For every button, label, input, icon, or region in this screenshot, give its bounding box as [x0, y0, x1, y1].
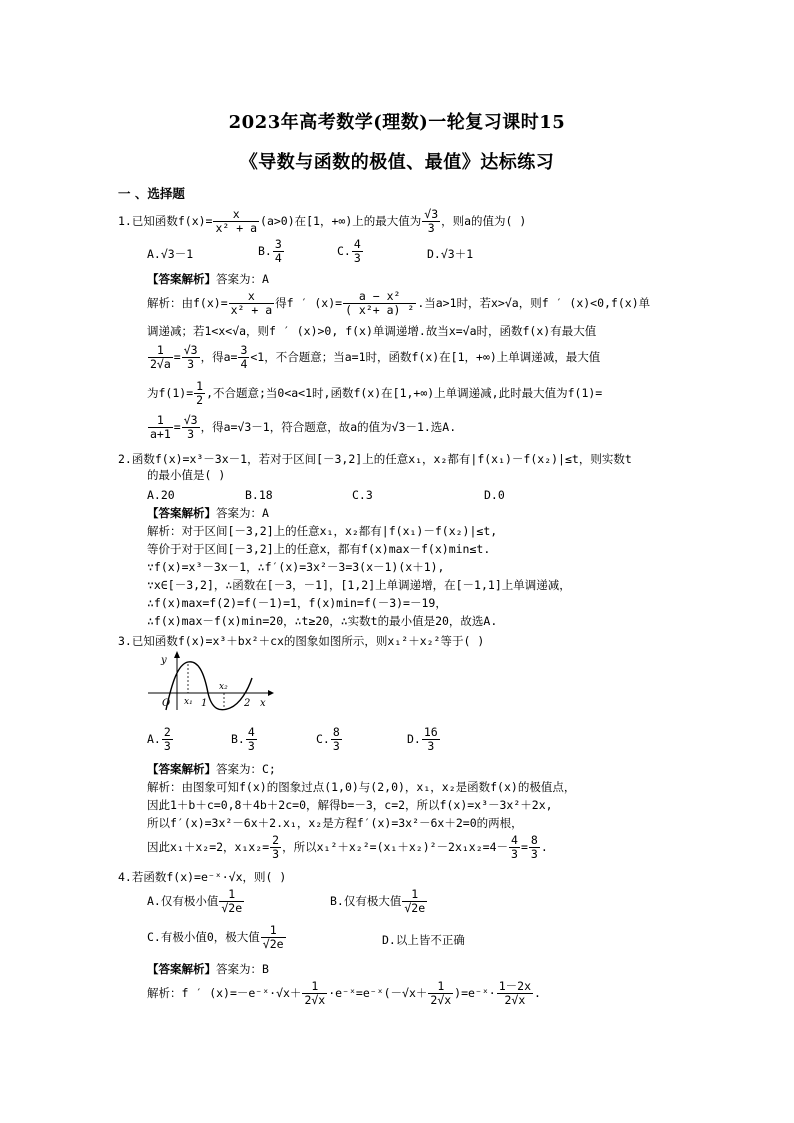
q1-explanation-line-4: 为f(1)= $\frac{1}{2}$ ,不合题意;当0<a<1时,函数f(x)在[1,+∞)上单调递减,此时最大值为f(1)= [147, 379, 603, 407]
q3-stem: 3.已知函数f(x)=x³＋bx²＋cx的图象如图所示，则x₁²＋x₂²等于( ) [118, 634, 485, 648]
graph-y-label: y [161, 655, 167, 666]
q4-option-a: A.仅有极小值 $\frac{1}{√2e}$ [147, 887, 243, 915]
q1-explanation-line-3: $\frac{1}{2√a}$ = $\frac{√3}{3}$ ，得a= $\frac{3}{4}$ <1，不合题意；当a=1时，函数f(x)在[1，+∞)上单调递减，最大值 [150, 343, 601, 371]
graph-tick-1: 1 [201, 698, 208, 709]
q1-option-d: D.√3＋1 [427, 247, 474, 261]
q4-answer: 【答案解析】答案为：B [147, 962, 269, 976]
q2-explanation-line-1: 解析：对于区间[－3,2]上的任意x₁，x₂都有|f(x₁)－f(x₂)|≤t, [147, 524, 498, 538]
graph-x-label: x [260, 698, 266, 709]
q4-stem: 4.若函数f(x)=e⁻ˣ·√x，则( ) [118, 870, 287, 884]
q3-explanation-line-3: 所以f′(x)=3x²－6x＋2.x₁，x₂是方程f′(x)=3x²－6x＋2=0的两根， [147, 816, 523, 830]
q2-option-d: D.0 [484, 488, 505, 502]
q3-option-c: C. $\frac{8}{3}$ [316, 725, 340, 753]
q4-option-c: C.有极小值0，极大值 $\frac{1}{√2e}$ [147, 923, 284, 951]
q4-option-b: B.仅有极大值 $\frac{1}{√2e}$ [330, 887, 426, 915]
q2-option-a: A.20 [147, 488, 175, 502]
q3-option-d: D. $\frac{16}{3}$ [407, 725, 438, 753]
q4-explanation-line-1: 解析：f ′ (x)=－e⁻ˣ·√x＋ $\frac{1}{2√x}$ ·e⁻ˣ=e⁻ˣ(－√x＋ $\frac{1}{2√x}$ )=e⁻ˣ· $\frac{1-2x}{2√x}$ . [147, 979, 541, 1007]
q3-explanation-line-1: 解析：由图象可知f(x)的图象过点(1,0)与(2,0)，x₁，x₂是函数f(x)的极值点， [147, 780, 576, 794]
q2-option-c: C.3 [352, 488, 373, 502]
q4-option-d: D.以上皆不正确 [382, 933, 465, 947]
q2-stem-line-2: 的最小值是( ) [147, 468, 226, 482]
q2-explanation-line-4: ∵x∈[－3,2]，∴函数在[－3，－1]，[1,2]上单调递增，在[－1,1]上单调递减， [147, 578, 571, 592]
q2-answer: 【答案解析】答案为：A [147, 506, 269, 520]
title-line-2: 《导数与函数的极值、最值》达标练习 [239, 152, 555, 173]
graph-x2-label: x₂ [219, 682, 228, 692]
q2-stem-line-1: 2.函数f(x)=x³－3x－1，若对于区间[－3,2]上的任意x₁，x₂都有|f(x₁)－f(x₂)|≤t，则实数t [118, 452, 632, 466]
q2-explanation-line-2: 等价于对于区间[－3,2]上的任意x，都有f(x)max－f(x)min≤t. [147, 542, 491, 556]
q2-explanation-line-5: ∴f(x)max=f(2)=f(－1)=1，f(x)min=f(－3)=－19， [147, 596, 447, 610]
cubic-curve [166, 662, 252, 710]
q1-stem: 1.已知函数f(x)= $\frac{x}{\text{x² + a}}$ (a>0)在[1，+∞)上的最大值为 $\frac{√3}{3}$ ，则a的值为( ) [118, 207, 527, 235]
q1-explanation-line-2: 调递减；若1<x<√a，则f ′ (x)>0, f(x)单调递增.故当x=√a时，函数f(x)有最大值 [147, 324, 597, 338]
q3-option-a: A. $\frac{2}{3}$ [147, 725, 171, 753]
q2-option-b: B.18 [245, 488, 273, 502]
graph-origin-label: O [162, 698, 171, 709]
q3-explanation-line-2: 因此1＋b＋c=0,8＋4b＋2c=0，解得b=－3，c=2，所以f(x)=x³－3x²＋2x, [147, 798, 553, 812]
graph-x1-label: x₁ [184, 697, 193, 707]
q3-explanation-line-4: 因此x₁＋x₂=2，x₁x₂= $\frac{2}{3}$ ，所以x₁²＋x₂²=(x₁＋x₂)²－2x₁x₂=4－ $\frac{4}{3}$ = $\frac{8}{3}$ . [147, 833, 548, 861]
q2-explanation-line-3: ∵f(x)=x³－3x－1，∴f′(x)=3x²－3=3(x－1)(x＋1), [147, 560, 445, 574]
title-line-1: 2023年高考数学(理数)一轮复习课时15 [228, 112, 566, 133]
q1-option-b: B. $\frac{3}{4}$ [258, 237, 282, 265]
q1-explanation-line-5: $\frac{1}{a+1}$ = $\frac{√3}{3}$ ，得a=√3－1，符合题意，故a的值为√3－1.选A. [150, 413, 457, 441]
graph-tick-2: 2 [244, 698, 251, 709]
y-axis-arrow-icon [174, 651, 180, 658]
q1-answer: 【答案解析】答案为：A [147, 272, 269, 286]
q1-option-c: C. $\frac{4}{3}$ [337, 237, 361, 265]
q1-explanation-line-1: 解析：由f(x)= $\frac{x}{\text{x² + a}}$ 得f ′ (x)= $\frac{\text{a − x²}}{\text{( x²+ a) ²}}$ .当a>1时，若x>√a，则f ′ (x)<0,f(x)单 [147, 289, 651, 317]
q2-explanation-line-6: ∴f(x)max－f(x)min=20，∴t≥20，∴实数t的最小值是20，故选A. [147, 614, 498, 628]
q1-option-a: A.√3－1 [147, 247, 194, 261]
q3-option-b: B. $\frac{4}{3}$ [231, 725, 255, 753]
section-heading: 一 、选择题 [118, 186, 185, 201]
q3-answer: 【答案解析】答案为：C; [147, 762, 276, 776]
q3-function-graph [148, 650, 274, 712]
x-axis-arrow-icon [268, 690, 274, 696]
